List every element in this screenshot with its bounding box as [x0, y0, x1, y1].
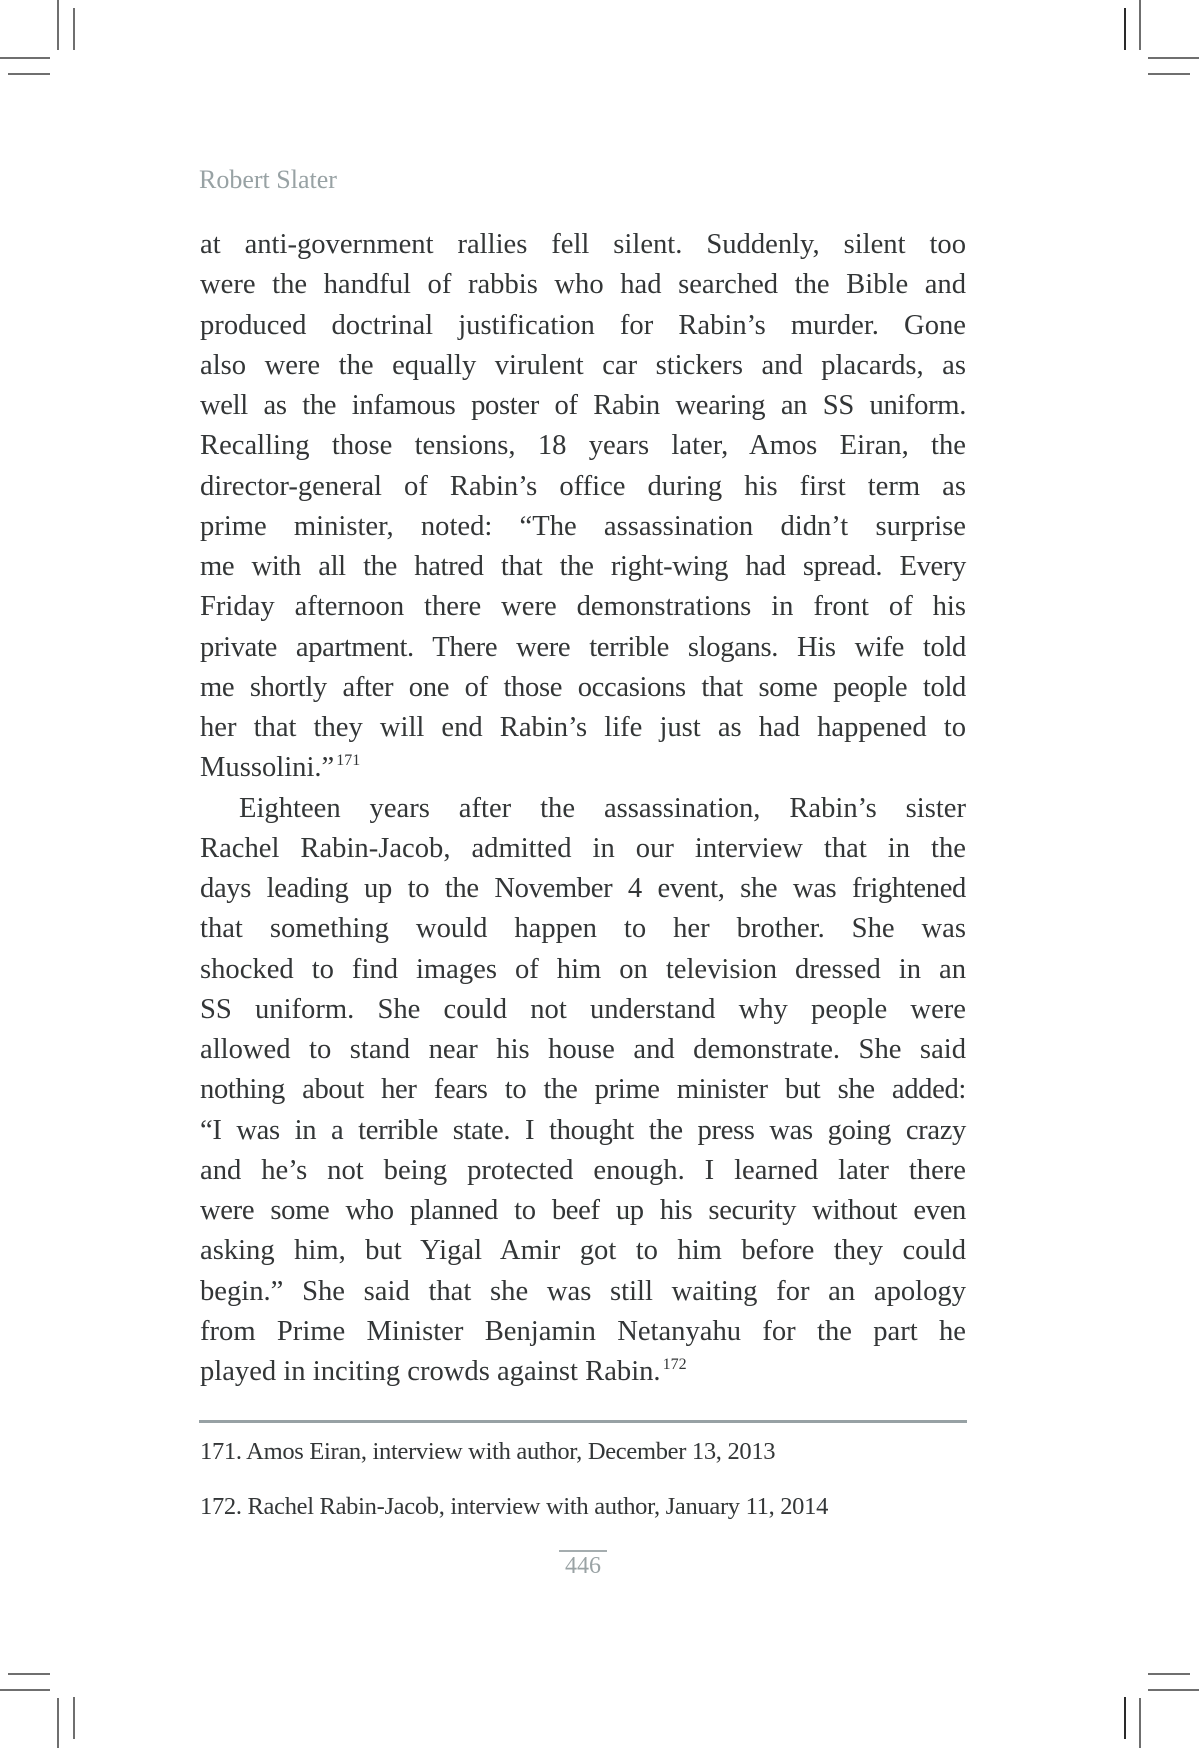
text-line: and he’s not being protected enough. I learned later there: [200, 1154, 966, 1186]
crop-mark: [1148, 1673, 1190, 1675]
crop-mark: [1139, 1698, 1141, 1748]
footnote-separator: [199, 1420, 967, 1423]
text-line-content: Mussolini.”: [200, 752, 335, 784]
page-number-block: [558, 1550, 608, 1579]
crop-mark: [73, 8, 75, 50]
text-line: “I was in a terrible state. I thought the press was going crazy: [200, 1114, 966, 1146]
text-line: Recalling those tensions, 18 years later, Amos Eiran, the: [200, 430, 966, 462]
text-line: that something would happen to her brother. She was: [200, 913, 966, 945]
footnote-number: 172.: [200, 1493, 242, 1520]
text-line: days leading up to the November 4 event, she was frightened: [200, 873, 966, 904]
text-line: at anti-government rallies fell silent. Suddenly, silent too: [200, 229, 966, 260]
text-line: begin.” She said that she was still waiting for an apology: [200, 1275, 966, 1307]
crop-mark: [1124, 8, 1126, 50]
crop-mark: [8, 1673, 50, 1675]
footnote-text: Amos Eiran, interview with author, December 13, 2013: [246, 1438, 776, 1465]
paragraph: [200, 789, 966, 1393]
text-line: Rachel Rabin-Jacob, admitted in our interview that in the: [200, 832, 966, 864]
crop-mark: [0, 57, 50, 59]
crop-mark: [57, 0, 59, 50]
text-line: shocked to find images of him on television dressed in an: [200, 953, 966, 985]
text-line: asking him, but Yigal Amir got to him before they could: [200, 1235, 966, 1267]
crop-mark: [1148, 57, 1199, 59]
text-line-content: played in inciting crowds against Rabin.: [200, 1356, 661, 1387]
page-number-rule: [559, 1550, 607, 1552]
text-line: also were the equally virulent car stickers and placards, as: [200, 349, 966, 381]
text-line: [200, 748, 966, 788]
text-line: director-general of Rabin’s office during his first term as: [200, 470, 966, 502]
text-line: well as the infamous poster of Rabin wearing an SS uniform.: [200, 390, 966, 421]
crop-mark: [1148, 1689, 1199, 1691]
text-line: me shortly after one of those occasions that some people told: [200, 671, 966, 703]
text-line: were some who planned to beef up his security without even: [200, 1195, 966, 1226]
text-line: Friday afternoon there were demonstrations in front of his: [200, 591, 966, 623]
footnote-number: 171.: [200, 1438, 242, 1465]
text-line: produced doctrinal justification for Rabin’s murder. Gone: [200, 309, 966, 341]
footnote-text: Rachel Rabin-Jacob, interview with author, January 11, 2014: [247, 1493, 829, 1520]
text-line: nothing about her fears to the prime minister but she added:: [200, 1074, 966, 1106]
crop-mark: [57, 1698, 59, 1748]
page-number: 446: [565, 1553, 601, 1579]
text-line: SS uniform. She could not understand why people were: [200, 993, 966, 1025]
crop-mark: [1124, 1697, 1126, 1739]
body-text: [200, 225, 966, 1392]
text-line: [200, 1352, 966, 1392]
text-line: private apartment. There were terrible slogans. His wife told: [200, 631, 966, 663]
text-line: her that they will end Rabin’s life just as had happened to: [200, 712, 966, 743]
crop-mark: [8, 73, 50, 75]
text-line: me with all the hatred that the right-wing had spread. Every: [200, 551, 966, 582]
footnote-171: [200, 1437, 775, 1467]
text-line: prime minister, noted: “The assassination didn’t surprise: [200, 510, 966, 542]
text-line: were the handful of rabbis who had searched the Bible and: [200, 269, 966, 301]
text-line: Eighteen years after the assassination, Rabin’s sister: [239, 792, 966, 824]
crop-mark: [1148, 73, 1190, 75]
paragraph: [200, 225, 966, 789]
footnote-172: [200, 1492, 828, 1522]
footnote-reference[interactable]: 171: [336, 752, 361, 770]
text-line: allowed to stand near his house and demonstrate. She said: [200, 1034, 966, 1065]
crop-mark: [1139, 0, 1141, 50]
crop-mark: [73, 1697, 75, 1739]
crop-mark: [0, 1689, 50, 1691]
running-head-author: Robert Slater: [199, 165, 337, 194]
text-line: from Prime Minister Benjamin Netanyahu for the part he: [200, 1315, 966, 1347]
footnote-reference[interactable]: 172: [662, 1356, 687, 1373]
